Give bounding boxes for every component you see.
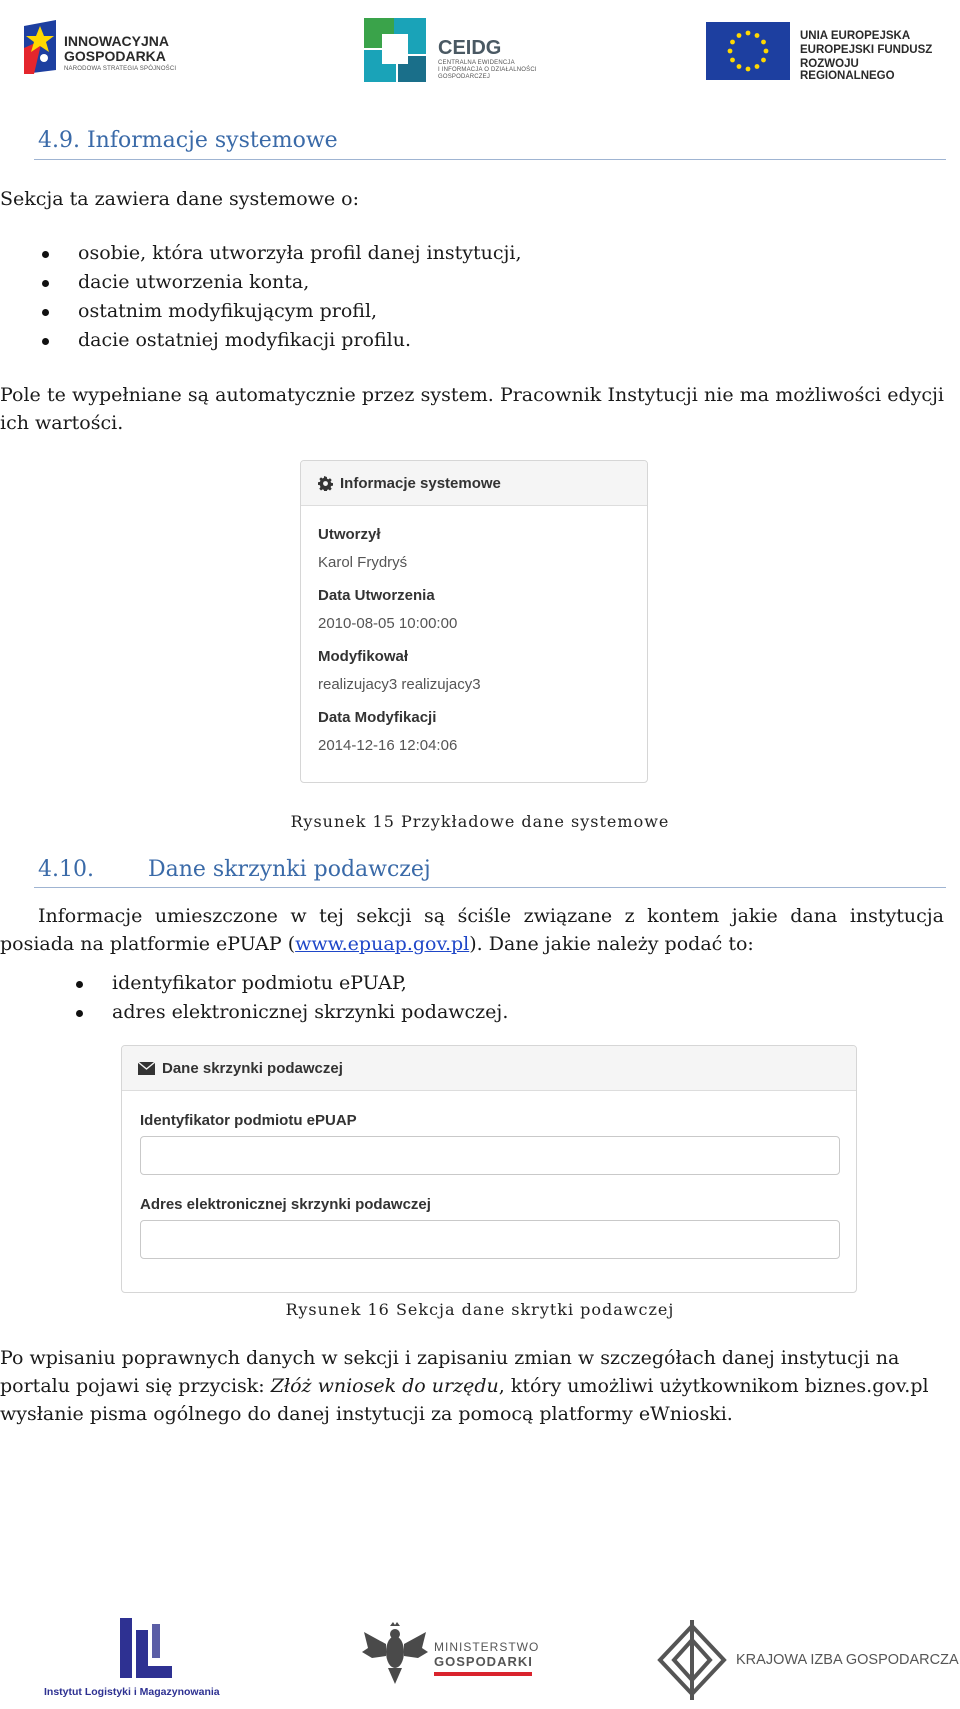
figure-15-caption: Rysunek 15 Przykładowe dane systemowe — [290, 812, 670, 831]
epuap-id-label: Identyfikator podmiotu ePUAP — [140, 1112, 357, 1129]
innowacyjna-sub: NARODOWA STRATEGIA SPÓJNOŚCI — [64, 66, 177, 72]
section-49-paragraph: Pole te wypełniane są automatycznie przez system. Pracownik Instytucji nie ma możliwości edycji ich wartości. — [0, 384, 944, 434]
section-49-intro: Sekcja ta zawiera dane systemowe o: — [0, 188, 360, 210]
created-by-value: Karol Frydryś — [318, 554, 408, 571]
eagle-emblem-icon — [362, 1622, 428, 1688]
modified-by-value: realizujacy3 realizujacy3 — [318, 676, 481, 693]
kig-logo — [654, 1620, 960, 1700]
modified-date-label: Data Modyfikacji — [318, 709, 437, 726]
ceidg-name: CEIDG — [438, 37, 502, 59]
list-item-text: adres elektronicznej skrzynki podawczej. — [112, 1001, 509, 1023]
section-410-number: 4.10. — [38, 857, 94, 882]
closing-text-1: Po wpisaniu poprawnych danych w sekcji i zapisaniu zmian w szczegółach danej instytucji na portalu pojawi się przycisk: — [0, 1347, 900, 1397]
list-item — [0, 969, 700, 998]
submit-request-button-name: Złóż wniosek do urzędu — [270, 1375, 499, 1397]
ceidg-sub2: I INFORMACJA O DZIAŁALNOŚCI — [438, 67, 537, 73]
list-item — [0, 998, 700, 1027]
section-410-bullet-list — [0, 969, 700, 1027]
inbox-address-label: Adres elektronicznej skrzynki podawczej — [140, 1196, 431, 1213]
eu-line1: UNIA EUROPEJSKA — [800, 30, 911, 42]
closing-text-2: , który umożliwi użytkownikom biznes.gov.pl wysłanie pisma ogólnego do danej instytucji za pomocą platformy eWnioski. — [0, 1375, 929, 1425]
ministerstwo-line1: MINISTERSTWO — [434, 1640, 540, 1654]
inbox-panel — [121, 1045, 857, 1293]
eu-logo — [706, 22, 946, 82]
system-info-panel-header — [301, 461, 647, 506]
ceidg-sub1: CENTRALNA EWIDENCJA — [438, 60, 515, 66]
closing-paragraph — [0, 1344, 944, 1428]
envelope-icon — [138, 1062, 155, 1075]
footer-logo-bar — [0, 1610, 960, 1709]
created-date-label: Data Utworzenia — [318, 587, 435, 604]
innowacyjna-emblem-icon — [20, 18, 60, 76]
epuap-id-input[interactable] — [140, 1136, 840, 1175]
section-410-title: Dane skrzynki podawczej — [148, 857, 431, 882]
section-49-heading: 4.9. Informacje systemowe — [38, 128, 338, 153]
ministerstwo-red-bar — [434, 1672, 532, 1676]
figure-16-caption: Rysunek 16 Sekcja dane skrytki podawczej — [285, 1300, 675, 1319]
section-49-bullet-list — [0, 239, 700, 355]
modified-date-value: 2014-12-16 12:04:06 — [318, 737, 458, 754]
list-item-text: identyfikator podmiotu ePUAP, — [112, 972, 407, 994]
kig-name: KRAJOWA IZBA GOSPODARCZA — [736, 1652, 959, 1668]
list-item — [0, 268, 700, 297]
section-410-text-after-link: ). Dane jakie należy podać to: — [469, 933, 754, 955]
system-info-panel — [300, 460, 648, 783]
list-item-text: osobie, która utworzyła profil danej instytucji, — [78, 242, 522, 264]
section-410-rule — [34, 887, 946, 888]
ceidg-sub3: GOSPODARCZEJ — [438, 74, 491, 80]
ilim-emblem-icon — [114, 1618, 176, 1680]
eu-line3: ROZWOJU REGIONALNEGO — [800, 58, 895, 83]
ilim-logo — [40, 1610, 240, 1702]
inbox-panel-title: Dane skrzynki podawczej — [162, 1059, 343, 1077]
modified-by-label: Modyfikował — [318, 648, 409, 665]
header-logo-bar — [0, 0, 960, 90]
eu-flag-icon — [706, 22, 790, 80]
innowacyjna-gospodarka-logo — [20, 18, 190, 76]
ceidg-logo — [364, 16, 564, 84]
list-item — [0, 239, 700, 268]
inbox-address-input[interactable] — [140, 1220, 840, 1259]
created-by-label: Utworzył — [318, 526, 381, 543]
gear-icon — [318, 476, 333, 491]
eu-line2: EUROPEJSKI FUNDUSZ — [800, 44, 933, 56]
list-item-text: ostatnim modyfikującym profil, — [78, 300, 378, 322]
system-info-panel-title: Informacje systemowe — [340, 474, 501, 492]
section-49-rule — [34, 159, 946, 160]
innowacyjna-line2: GOSPODARKA — [64, 48, 166, 64]
list-item — [0, 326, 700, 355]
inbox-panel-header — [122, 1046, 856, 1091]
list-item — [0, 297, 700, 326]
created-date-value: 2010-08-05 10:00:00 — [318, 615, 458, 632]
section-410-text-before-link: Informacje umieszczone w tej sekcji są ściśle związane z kontem jakie dana instytucja posiada na platformie ePUAP ( — [0, 905, 944, 955]
list-item-text: dacie ostatniej modyfikacji profilu. — [78, 329, 411, 351]
section-410-paragraph — [0, 902, 944, 958]
epuap-link[interactable]: www.epuap.gov.pl — [295, 933, 470, 955]
ministerstwo-logo — [362, 1620, 552, 1700]
innowacyjna-line1: INNOWACYJNA — [64, 33, 170, 49]
list-item-text: dacie utworzenia konta, — [78, 271, 310, 293]
ceidg-emblem-icon — [364, 16, 428, 84]
kig-emblem-icon — [654, 1620, 730, 1700]
ilim-name: Instytut Logistyki i Magazynowania — [44, 1686, 220, 1698]
ministerstwo-line2: GOSPODARKI — [434, 1654, 533, 1669]
